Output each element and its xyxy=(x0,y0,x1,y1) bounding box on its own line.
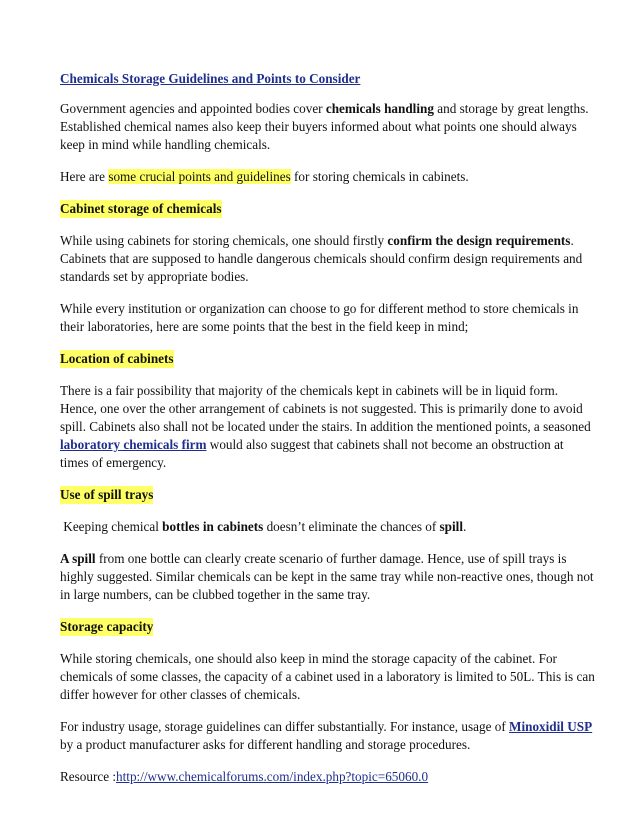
resource-paragraph xyxy=(60,768,595,786)
heading-location-of-cabinets: Location of cabinets xyxy=(60,351,174,366)
spill1-paragraph xyxy=(60,518,595,536)
location-text-2: would also suggest that cabinets shall not become an obstruction at times of emergency. xyxy=(60,437,564,470)
laboratory-chemicals-firm-link[interactable]: laboratory chemicals firm xyxy=(60,437,207,452)
intro-bold: chemicals handling xyxy=(325,101,434,116)
cabinet-bold: confirm the design requirements xyxy=(387,233,571,248)
industry-text-2: by a product manufacturer asks for different handling and storage procedures. xyxy=(60,737,471,752)
every-paragraph: While every institution or organization can choose to go for different method to store chemicals in their laboratories, here are some points that the best in the field keep in mind; xyxy=(60,301,579,334)
heading-capacity-paragraph xyxy=(60,618,595,636)
cabinet-text-2: . Cabinets that are supposed to handle dangerous chemicals should confirm design requirements and standards set by appropriate bodies. xyxy=(60,233,583,284)
industry-text: For industry usage, storage guidelines can differ substantially. For instance, usage of xyxy=(60,719,510,734)
capacity-paragraph: While storing chemicals, one should also keep in mind the storage capacity of the cabinet. For chemicals of some classes, the capacity of a cabinet used in a laboratory is limited to 50L. This is can differ however for other classes of chemicals. xyxy=(60,651,595,702)
heading-location-paragraph xyxy=(60,350,595,368)
heading-use-of-spill-trays: Use of spill trays xyxy=(60,487,154,502)
spill2-bold: A spill xyxy=(60,551,96,566)
location-text: There is a fair possibility that majority of the chemicals kept in cabinets will be in liquid form. Hence, one over the other arrangement of cabinets is not suggested. This is primarily done to avoid spill. Cabinets also shall not be located under the stairs. In addition the mentioned points, a seasoned xyxy=(60,383,591,434)
minoxidil-usp-link[interactable]: Minoxidil USP xyxy=(509,719,593,734)
spill2-text: from one bottle can clearly create scenario of further damage. Hence, use of spill trays is highly suggested. Similar chemicals can be kept in the same tray while non-reactive ones, though not in large numbers, can be clubbed together in the same tray. xyxy=(60,551,594,602)
here-paragraph xyxy=(60,168,595,186)
intro-text-2: and storage by great lengths. Established chemical names also keep their buyers informed about what points one should always keep in mind while handling chemicals. xyxy=(60,101,589,152)
doc-title-paragraph xyxy=(60,70,595,88)
cabinet-text: While using cabinets for storing chemicals, one should firstly xyxy=(60,233,388,248)
cabinet-paragraph xyxy=(60,232,595,286)
industry-paragraph xyxy=(60,718,595,754)
heading-storage-capacity: Storage capacity xyxy=(60,619,154,634)
heading-cabinet-storage: Cabinet storage of chemicals xyxy=(60,201,222,216)
spill1-text: Keeping chemical xyxy=(60,519,163,534)
spill1-bold-2: spill xyxy=(439,519,464,534)
document-page xyxy=(60,70,595,800)
intro-text: Government agencies and appointed bodies cover xyxy=(60,101,326,116)
location-paragraph xyxy=(60,382,595,472)
resource-label: Resource : xyxy=(60,769,117,784)
doc-title[interactable]: Chemicals Storage Guidelines and Points to Consider xyxy=(60,71,361,86)
spill1-bold: bottles in cabinets xyxy=(162,519,264,534)
spill2-paragraph xyxy=(60,550,595,604)
here-text-2: for storing chemicals in cabinets. xyxy=(290,169,469,184)
spill1-text-3: . xyxy=(463,519,467,534)
here-text: Here are xyxy=(60,169,109,184)
heading-cabinet-paragraph xyxy=(60,200,595,218)
here-highlight: some crucial points and guidelines xyxy=(108,169,291,184)
spill1-text-2: doesn’t eliminate the chances of xyxy=(263,519,440,534)
heading-spill-paragraph xyxy=(60,486,595,504)
intro-paragraph xyxy=(60,100,595,154)
resource-url-link[interactable]: http://www.chemicalforums.com/index.php?topic=65060.0 xyxy=(116,769,429,784)
